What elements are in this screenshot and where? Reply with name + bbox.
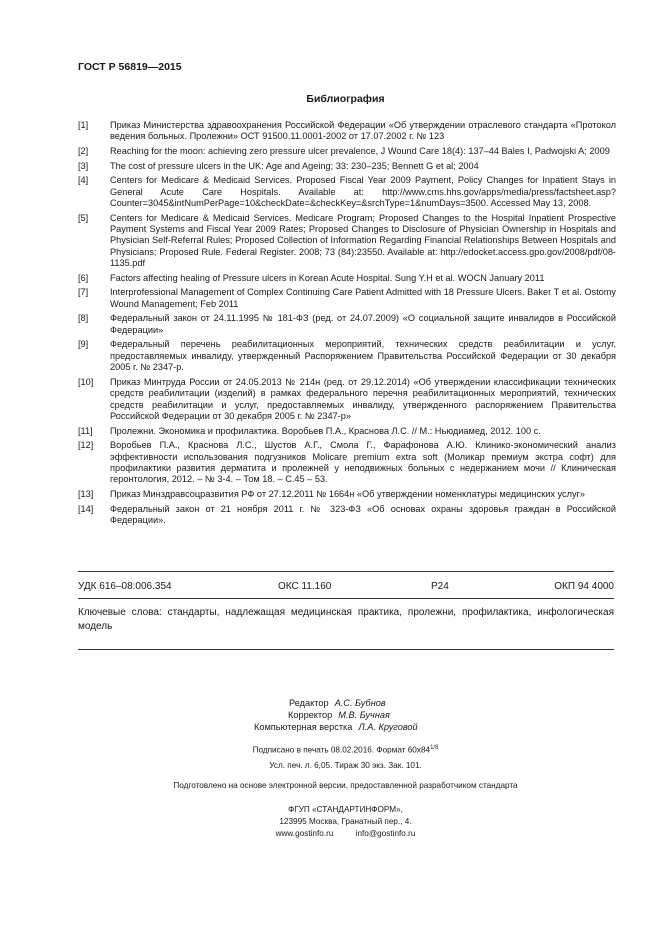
bibliography-item-text: The cost of pressure ulcers in the UK: Age and Ageing; 33: 230–235; Bennett G et al; 2004 xyxy=(110,160,479,171)
p-code: Р24 xyxy=(431,581,449,592)
bibliography-item-text: Федеральный закон от 21 ноября 2011 г. № 323-ФЗ «Об основах охраны здоровья граждан в Российской Федерации». xyxy=(110,503,616,526)
bibliography-item xyxy=(78,489,616,500)
bibliography-item-number: [11] xyxy=(78,425,93,436)
staff-name: Л.А. Круговой xyxy=(358,722,418,732)
bibliography-item-text: Reaching for the moon: achieving zero pressure ulcer prevalence, J Wound Care 18(4): 137–44 Bales I, Padwojski A; 2009 xyxy=(110,146,610,156)
bibliography-item-text: Федеральный перечень реабилитационных мероприятий, технических средств реабилитации и услуг, предоставляемых инвалиду, утвержденный Распоряжением Правительства Российской Федерации от 30 декабря 2005 г. № 2347-р. xyxy=(110,339,616,373)
bibliography-item xyxy=(78,146,616,157)
bibliography-item-number: [8] xyxy=(78,313,89,324)
print-signed xyxy=(0,745,661,755)
format-fraction: 1/8 xyxy=(430,745,439,751)
publisher-email: info@gostinfo.ru xyxy=(355,829,416,838)
bibliography-item-text: Centers for Medicare & Medicaid Services. Medicare Program; Proposed Changes to the Hospital Inpatient Prospective Payment Systems and Fiscal Year 2009 Rates; Proposed Changes to Disclosure of Physician Ownership in Hospitals and Physician Self-Referral Rules; Proposed Collection of Information Regarding Financial Relationships Between Hospitals and Physicians; Proposed Rule. Federal Register. 2008; 73 (84):23550. Available at: http://edocket.access.gpo.gov/2008/pdf/08-1135.pdf xyxy=(110,212,616,269)
bibliography-item xyxy=(78,313,616,336)
bibliography-item xyxy=(78,161,616,172)
staff-name: М.В. Бучная xyxy=(338,710,390,720)
bibliography-list xyxy=(78,120,616,530)
bibliography-title: Библиография xyxy=(306,93,385,105)
bibliography-item-text: Centers for Medicare & Medicaid Services. Proposed Fiscal Year 2009 Payment, Policy Changes for Inpatient Stays in General Acute Care Hospitals. Available at: http://www.cms.hhs.gov/apps/media/press/factsheet.asp?Counter=3045&intNumPerPage=10&checkDate=&checkKey=&srchType=1&numDays=3500. Accessed May 13, 2008. xyxy=(110,175,616,208)
bibliography-item xyxy=(78,273,616,284)
bibliography-item-number: [2] xyxy=(78,146,89,156)
document-header: ГОСТ Р 56819—2015 xyxy=(78,61,182,73)
staff-role: Редактор xyxy=(289,698,329,708)
bibliography-item xyxy=(78,120,616,143)
publisher-address: 123995 Москва, Гранатный пер., 4. xyxy=(279,817,412,826)
bibliography-item-number: [3] xyxy=(78,160,89,171)
print-signed-text: Подписано в печать 08.02.2016. Формат 60x84 xyxy=(252,745,431,755)
print-source-note: Подготовлено на основе электронной версии, предоставленной разработчиком стандарта xyxy=(173,781,518,790)
bibliography-item xyxy=(78,175,616,209)
oks-code: ОКС 11.160 xyxy=(278,581,332,592)
staff-line xyxy=(254,721,418,733)
divider xyxy=(78,598,614,599)
bibliography-item xyxy=(78,504,616,527)
bibliography-item-text: Воробьев П.А., Краснова Л.С., Шустов А.Г., Смола Г., Фарафонова А.Ю. Клинико-экономический анализ эффективности использования подгузников Molicare premium extra soft (Моликар премиум экстра софт) для профилактики развития дерматита и пролежней у неподвижных больных с недержанием мочи // Клиническая геронтология, 2012. – № 3-4. – Том 18. – С.45 – 53. xyxy=(110,440,616,485)
okp-code: ОКП 94 4000 xyxy=(554,581,614,592)
publisher-site: www.gostinfo.ru xyxy=(275,829,334,838)
bibliography-item-number: [14] xyxy=(78,503,94,514)
bibliography-item xyxy=(78,426,616,437)
bibliography-item-number: [9] xyxy=(78,339,89,350)
bibliography-item-text: Приказ Министерства здравоохранения Российской Федерации «Об утверждении отраслевого стандарта «Протокол ведения больных. Пролежни» ОСТ 91500.11.0001-2002 от 17.07.2002 г. № 123 xyxy=(110,120,616,142)
bibliography-item-text: Factors affecting healing of Pressure ulcers in Korean Acute Hospital. Sung Y.H et al. WOCN January 2011 xyxy=(110,272,545,283)
staff-role: Корректор xyxy=(288,710,333,720)
staff-list xyxy=(254,697,418,733)
bibliography-item-text: Interprofessional Management of Complex Continuing Care Patient Admitted with 18 Pressure Ulcers. Baker T et al. Ostomy Wound Management; Feb 2011 xyxy=(110,287,616,309)
staff-role: Компьютерная верстка xyxy=(254,722,353,732)
bibliography-item-text: Приказ Минтруда России от 24.05.2013 № 214н (ред. от 29.12.2014) «Об утверждении классификации технических средств реабилитации (изделий) в рамках федерального перечня реабилитационных мероприятий, технических средств реабилитации и услуг, предоставляемых инвалиду, утвержденного распоряжением Правительства Российской Федерации от 30 декабря 2005 г. № 2347-р» xyxy=(110,376,616,422)
staff-name: А.С. Бубнов xyxy=(334,698,386,708)
keywords: Ключевые слова: стандарты, надлежащая медицинская практика, пролежни, профилактика, инфологическая модель xyxy=(78,607,614,632)
publisher-name: ФГУП «СТАНДАРТИНФОРМ», xyxy=(288,805,403,814)
bibliography-item xyxy=(78,339,616,373)
divider xyxy=(78,571,614,572)
bibliography-item-text: Пролежни. Экономика и профилактика. Воробьев П.А., Краснова Л.С. // М.: Ньюдиамед, 2012. 100 с. xyxy=(110,425,541,436)
bibliography-item-number: [7] xyxy=(78,287,89,298)
bibliography-item-number: [5] xyxy=(78,212,89,223)
bibliography-item-number: [10] xyxy=(78,376,94,387)
bibliography-item-text: Приказ Минздравсоцразвития РФ от 27.12.2011 № 1664н «Об утверждении номенклатуры медицинских услуг» xyxy=(110,489,585,500)
bibliography-item-text: Федеральный закон от 24.11.1995 № 181-ФЗ (ред. от 24.07.2009) «О социальной защите инвалидов в Российской Федерации» xyxy=(110,313,616,335)
staff-line xyxy=(254,709,418,721)
bibliography-item-number: [6] xyxy=(78,272,89,283)
bibliography-item-number: [13] xyxy=(78,489,94,500)
bibliography-item xyxy=(78,213,616,270)
print-volume: Усл. печ. л. 6,05. Тираж 30 экз. Зак. 101. xyxy=(269,761,422,770)
divider xyxy=(78,649,614,650)
publisher-block xyxy=(0,804,661,840)
udk-code: УДК 616–08:006.354 xyxy=(78,581,172,592)
bibliography-item-number: [4] xyxy=(78,175,89,186)
bibliography-item xyxy=(78,287,616,310)
bibliography-item xyxy=(78,377,616,423)
staff-line xyxy=(254,697,418,709)
bibliography-item xyxy=(78,440,616,486)
bibliography-item-number: [1] xyxy=(78,120,89,130)
bibliography-item-number: [12] xyxy=(78,440,94,451)
publisher-links xyxy=(30,828,661,840)
